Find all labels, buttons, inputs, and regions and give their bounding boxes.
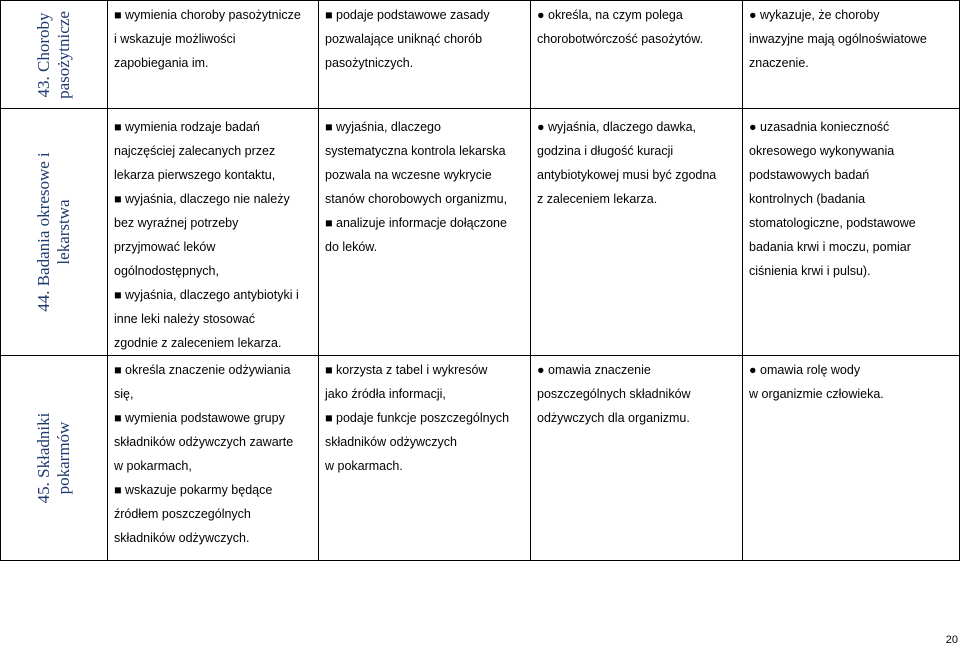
list-item: składników odżywczych zawarte <box>114 435 294 449</box>
table-row <box>1 1 960 109</box>
list-item: ■ wymienia podstawowe grupy <box>114 411 285 425</box>
list-item: się, <box>114 387 134 401</box>
list-item: pozwala na wczesne wykrycie <box>325 168 492 182</box>
requirements-basic-cell <box>108 1 319 109</box>
requirements-advanced-cell <box>531 356 743 561</box>
topic-title: 45. Składniki pokarmów <box>34 412 73 504</box>
topic-cell <box>1 1 108 109</box>
list-item: jako źródła informacji, <box>325 387 446 401</box>
list-item: ■ wyjaśnia, dlaczego <box>325 120 441 134</box>
list-item: inne leki należy stosować <box>114 312 256 326</box>
list-item: pasożytniczych. <box>325 56 414 70</box>
list-item: badania krwi i moczu, pomiar <box>749 240 911 254</box>
list-item: chorobotwórczość pasożytów. <box>537 32 704 46</box>
list-item: okresowego wykonywania <box>749 144 895 158</box>
requirements-extended-cell <box>319 356 531 561</box>
list-item: w pokarmach. <box>325 459 403 473</box>
list-item: ■ wymienia rodzaje badań <box>114 120 260 134</box>
list-item: ■ korzysta z tabel i wykresów <box>325 363 488 377</box>
list-item: do leków. <box>325 240 378 254</box>
requirements-advanced-cell <box>531 109 743 356</box>
list-item: antybiotykowej musi być zgodna <box>537 168 717 182</box>
requirements-excellent-cell <box>743 356 960 561</box>
table-row <box>1 109 960 356</box>
requirements-basic-cell <box>108 109 319 356</box>
list-item: zgodnie z zaleceniem lekarza. <box>114 336 282 350</box>
requirements-excellent-cell <box>743 109 960 356</box>
list-item: z zaleceniem lekarza. <box>537 192 658 206</box>
list-item: kontrolnych (badania <box>749 192 866 206</box>
list-item: pozwalające uniknąć chorób <box>325 32 483 46</box>
table-row <box>1 356 960 561</box>
list-item: bez wyraźnej potrzeby <box>114 216 239 230</box>
list-item: poszczególnych składników <box>537 387 691 401</box>
list-item: podstawowych badań <box>749 168 870 182</box>
list-item: ● omawia znaczenie <box>537 363 651 377</box>
list-item: systematyczna kontrola lekarska <box>325 144 506 158</box>
list-item: inwazyjne mają ogólnoświatowe <box>749 32 927 46</box>
requirements-advanced-cell <box>531 1 743 109</box>
list-item: lekarza pierwszego kontaktu, <box>114 168 276 182</box>
list-item: stomatologiczne, podstawowe <box>749 216 916 230</box>
list-item: i wskazuje możliwości <box>114 32 236 46</box>
list-item: ciśnienia krwi i pulsu). <box>749 264 871 278</box>
list-item: w pokarmach, <box>114 459 192 473</box>
list-item: godzina i długość kuracji <box>537 144 674 158</box>
topic-cell <box>1 109 108 356</box>
list-item: ● omawia rolę wody <box>749 363 861 377</box>
list-item: ■ podaje funkcje poszczególnych <box>325 411 510 425</box>
list-item: najczęściej zalecanych przez <box>114 144 276 158</box>
list-item: ■ wyjaśnia, dlaczego antybiotyki i <box>114 288 299 302</box>
requirements-extended-cell <box>319 1 531 109</box>
list-item: ogólnodostępnych, <box>114 264 219 278</box>
list-item: źródłem poszczególnych <box>114 507 251 521</box>
list-item: ■ wymienia choroby pasożytnicze <box>114 8 301 22</box>
list-item: ■ analizuje informacje dołączone <box>325 216 507 230</box>
list-item: znaczenie. <box>749 56 809 70</box>
list-item: ● wyjaśnia, dlaczego dawka, <box>537 120 697 134</box>
list-item: w organizmie człowieka. <box>749 387 884 401</box>
list-item: ● określa, na czym polega <box>537 8 683 22</box>
list-item: ■ określa znaczenie odżywiania <box>114 363 291 377</box>
list-item: składników odżywczych. <box>114 531 250 545</box>
list-item: odżywczych dla organizmu. <box>537 411 690 425</box>
list-item: składników odżywczych <box>325 435 457 449</box>
requirements-extended-cell <box>319 109 531 356</box>
list-item: przyjmować leków <box>114 240 216 254</box>
list-item: ■ wyjaśnia, dlaczego nie należy <box>114 192 290 206</box>
list-item: zapobiegania im. <box>114 56 209 70</box>
topic-title: 43. Choroby pasożytnicze <box>34 10 73 99</box>
requirements-excellent-cell <box>743 1 960 109</box>
list-item: stanów chorobowych organizmu, <box>325 192 508 206</box>
topic-cell <box>1 356 108 561</box>
list-item: ● wykazuje, że choroby <box>749 8 880 22</box>
list-item: ● uzasadnia konieczność <box>749 120 890 134</box>
list-item: ■ podaje podstawowe zasady <box>325 8 490 22</box>
list-item: ■ wskazuje pokarmy będące <box>114 483 273 497</box>
topic-title: 44. Badania okresowe i lekarstwa <box>34 152 73 312</box>
requirements-basic-cell <box>108 356 319 561</box>
page-number: 20 <box>945 634 958 646</box>
